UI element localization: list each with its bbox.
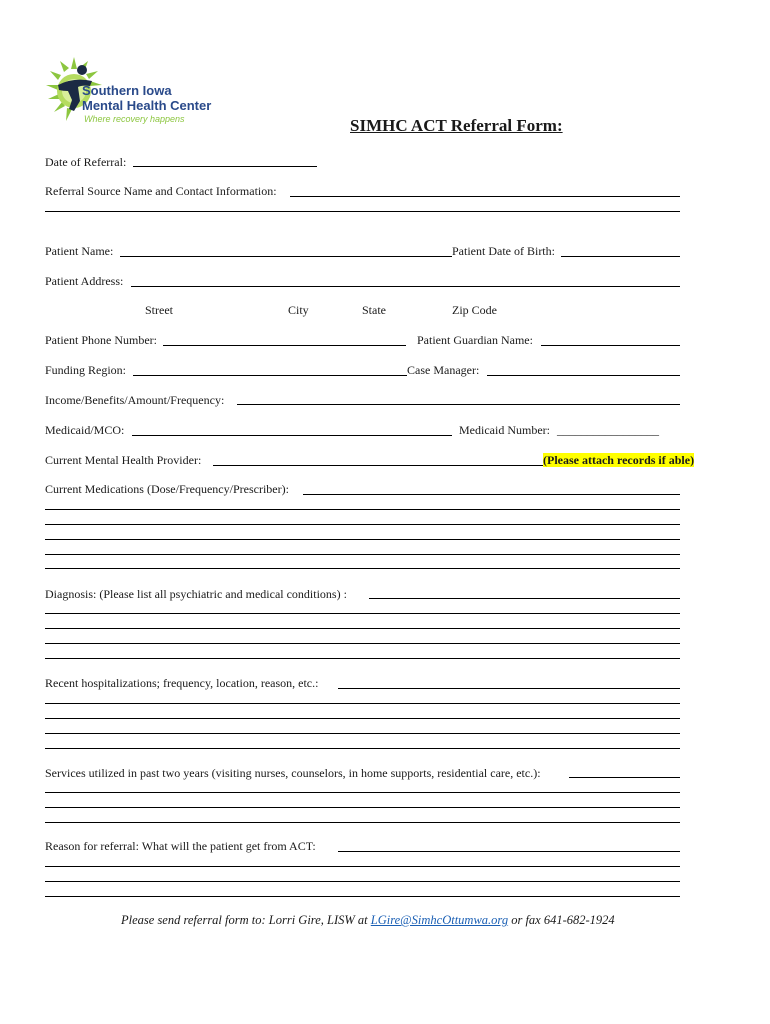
reason-label: Reason for referral: What will the patient get from ACT: [45, 839, 316, 853]
diagnosis-label: Diagnosis: (Please list all psychiatric and medical conditions) : [45, 587, 347, 601]
hospitalizations-field[interactable] [338, 688, 680, 689]
hospitalizations-line[interactable] [45, 733, 680, 734]
reason-line[interactable] [45, 866, 680, 867]
patient-dob-field[interactable] [561, 256, 680, 257]
income-field[interactable] [237, 404, 680, 405]
services-field[interactable] [569, 777, 680, 778]
email-link[interactable]: LGire@SimhcOttumwa.org [370, 913, 509, 927]
patient-phone-label: Patient Phone Number: [45, 333, 157, 347]
guardian-name-label: Patient Guardian Name: [417, 333, 533, 347]
address-zip-label: Zip Code [452, 303, 497, 317]
services-label: Services utilized in past two years (visiting nurses, counselors, in home supports, residential care, etc.): [45, 766, 541, 780]
reason-line[interactable] [45, 881, 680, 882]
medicaid-number-field[interactable]: _________________ [557, 423, 659, 437]
services-line[interactable] [45, 822, 680, 823]
medicaid-mco-field[interactable] [132, 435, 452, 436]
form-title: SIMHC ACT Referral Form: [350, 116, 563, 135]
logo [44, 55, 212, 130]
funding-region-label: Funding Region: [45, 363, 127, 377]
medications-label: Current Medications (Dose/Frequency/Prescriber): [45, 482, 289, 496]
patient-phone-field[interactable] [163, 345, 406, 346]
mental-health-provider-field[interactable] [213, 465, 543, 466]
diagnosis-line[interactable] [45, 658, 680, 659]
patient-name-label: Patient Name: [45, 244, 114, 258]
medications-line[interactable] [45, 539, 680, 540]
diagnosis-field[interactable] [369, 598, 680, 599]
logo-line1: Southern Iowa [82, 83, 172, 98]
income-label: Income/Benefits/Amount/Frequency: [45, 393, 225, 407]
logo-line2: Mental Health Center [82, 98, 212, 113]
medications-line[interactable] [45, 509, 680, 510]
patient-dob-label: Patient Date of Birth: [452, 244, 555, 258]
referral-source-field-2[interactable] [45, 211, 680, 212]
case-manager-label: Case Manager: [407, 363, 480, 377]
hospitalizations-line[interactable] [45, 703, 680, 704]
services-line[interactable] [45, 807, 680, 808]
reason-line[interactable] [45, 896, 680, 897]
case-manager-field[interactable] [487, 375, 680, 376]
address-street-label: Street [145, 303, 173, 317]
medications-line[interactable] [45, 568, 680, 569]
guardian-name-field[interactable] [541, 345, 680, 346]
footer-instructions [121, 913, 615, 928]
date-of-referral-label: Date of Referral: [45, 155, 127, 169]
mental-health-provider-label: Current Mental Health Provider: [45, 453, 202, 467]
logo-tagline: Where recovery happens [84, 114, 185, 124]
patient-address-field[interactable] [131, 286, 680, 287]
services-line[interactable] [45, 792, 680, 793]
reason-field[interactable] [338, 851, 680, 852]
date-of-referral-field[interactable] [133, 166, 317, 167]
footer-suffix: or fax 641-682-1924 [508, 913, 615, 927]
hospitalizations-line[interactable] [45, 748, 680, 749]
medications-field[interactable] [303, 494, 680, 495]
medications-line[interactable] [45, 554, 680, 555]
medicaid-mco-label: Medicaid/MCO: [45, 423, 125, 437]
medicaid-number-label: Medicaid Number: [459, 423, 550, 437]
funding-region-field[interactable] [133, 375, 407, 376]
footer-prefix: Please send referral form to: Lorri Gire, LISW at [121, 913, 371, 927]
referral-source-field[interactable] [290, 196, 680, 197]
patient-address-label: Patient Address: [45, 274, 124, 288]
address-state-label: State [362, 303, 386, 317]
diagnosis-line[interactable] [45, 643, 680, 644]
hospitalizations-label: Recent hospitalizations; frequency, location, reason, etc.: [45, 676, 319, 690]
medications-line[interactable] [45, 524, 680, 525]
diagnosis-line[interactable] [45, 628, 680, 629]
diagnosis-line[interactable] [45, 613, 680, 614]
hospitalizations-line[interactable] [45, 718, 680, 719]
patient-name-field[interactable] [120, 256, 452, 257]
attach-records-note: (Please attach records if able) [543, 453, 695, 467]
referral-source-label: Referral Source Name and Contact Information: [45, 184, 277, 198]
address-city-label: City [288, 303, 309, 317]
